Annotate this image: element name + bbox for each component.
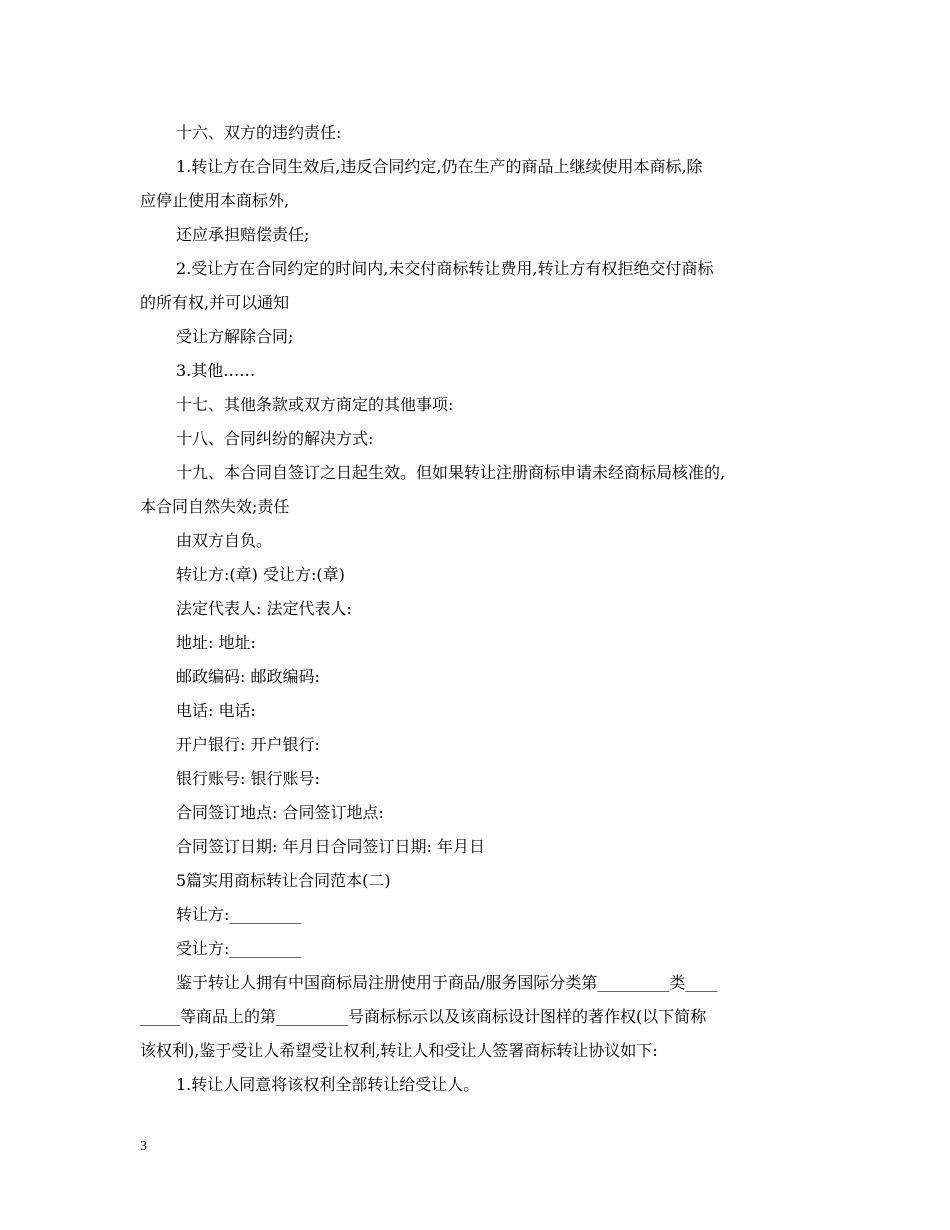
text-line: 十八、合同纠纷的解决方式: — [176, 429, 374, 448]
text-line: 邮政编码: 邮政编码: — [176, 667, 320, 686]
text-line: 鉴于转让人拥有中国商标局注册使用于商品/服务国际分类第_________类____ — [176, 973, 718, 992]
text-line: 转让方:_________ — [176, 905, 302, 924]
text-line: 1.转让人同意将该权利全部转让给受让人。 — [176, 1075, 480, 1094]
text-line: 转让方:(章) 受让方:(章) — [176, 565, 345, 584]
text-line: 地址: 地址: — [176, 633, 256, 652]
text-line: _____等商品上的第_________号商标标示以及该商标设计图样的著作权(以下简称 — [140, 1007, 707, 1026]
text-line: 还应承担赔偿责任; — [176, 225, 310, 244]
text-line: 由双方自负。 — [176, 531, 273, 550]
text-line: 该权利),鉴于受让人希望受让权利,转让人和受让人签署商标转让协议如下: — [140, 1041, 658, 1060]
text-line: 十六、双方的违约责任: — [176, 123, 342, 142]
text-line: 受让方:_________ — [176, 939, 302, 958]
page-number: 3 — [140, 1139, 147, 1154]
text-line: 银行账号: 银行账号: — [176, 769, 320, 788]
text-line: 的所有权,并可以通知 — [140, 293, 290, 312]
document-body — [140, 116, 820, 1102]
text-line: 应停止使用本商标外, — [140, 191, 290, 210]
text-line: 开户银行: 开户银行: — [176, 735, 320, 754]
text-line: 十七、其他条款或双方商定的其他事项: — [176, 395, 454, 414]
text-line: 本合同自然失效;责任 — [140, 497, 290, 516]
text-line: 十九、本合同自签订之日起生效。但如果转让注册商标申请未经商标局核准的, — [176, 463, 726, 482]
text-line: 合同签订地点: 合同签订地点: — [176, 803, 384, 822]
text-line: 合同签订日期: 年月日合同签订日期: 年月日 — [176, 837, 485, 856]
text-line: 受让方解除合同; — [176, 327, 294, 346]
text-line: 3.其他…… — [176, 361, 256, 380]
text-line: 法定代表人: 法定代表人: — [176, 599, 352, 618]
text-line: 电话: 电话: — [176, 701, 256, 720]
text-line: 2.受让方在合同约定的时间内,未交付商标转让费用,转让方有权拒绝交付商标 — [176, 259, 714, 278]
text-line: 1.转让方在合同生效后,违反合同约定,仍在生产的商品上继续使用本商标,除 — [176, 157, 703, 176]
text-line: 5篇实用商标转让合同范本(二) — [176, 871, 391, 890]
